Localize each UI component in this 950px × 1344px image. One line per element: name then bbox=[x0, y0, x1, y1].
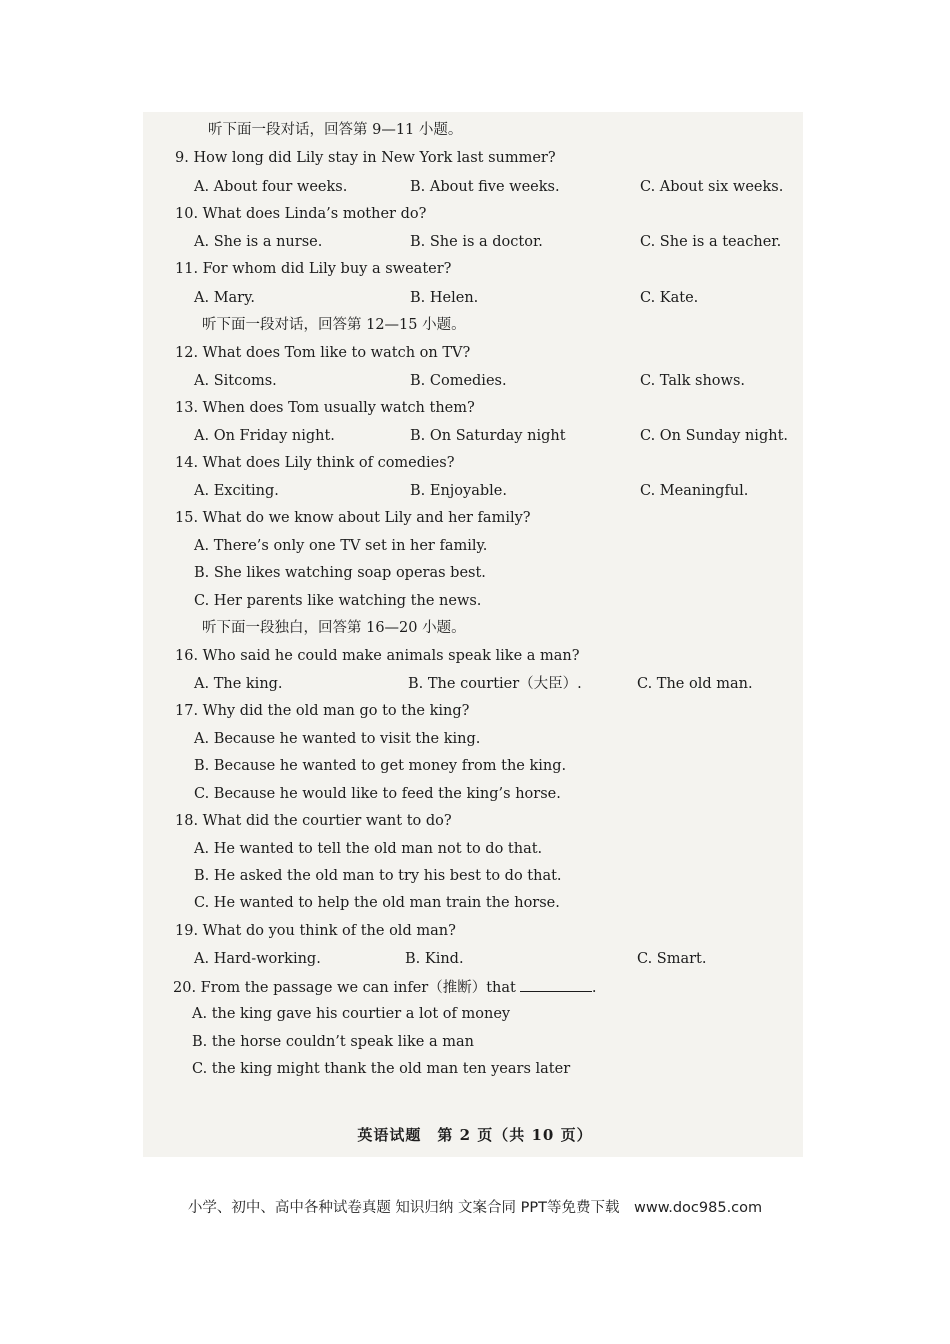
download-watermark: 小学、初中、高中各种试卷真题 知识归纳 文案合同 PPT等免费下载 www.doc985.com bbox=[187, 1200, 763, 1216]
answer-blank bbox=[520, 977, 592, 992]
question-11: 11. For whom did Lily buy a sweater? bbox=[175, 261, 452, 277]
question-19: 19. What do you think of the old man? bbox=[175, 923, 456, 939]
q20-option-b: B. the horse couldn’t speak like a man bbox=[192, 1034, 474, 1050]
q14-option-b: B. Enjoyable. bbox=[410, 483, 507, 499]
q16-option-b: B. The courtier（大臣）. bbox=[408, 676, 582, 692]
q11-option-a: A. Mary. bbox=[194, 290, 255, 306]
q9-option-c: C. About six weeks. bbox=[640, 179, 784, 195]
question-20-stem: 20. From the passage we can infer（推断）that bbox=[173, 980, 516, 996]
q11-option-b: B. Helen. bbox=[410, 290, 479, 306]
question-15: 15. What do we know about Lily and her family? bbox=[175, 510, 531, 526]
q18-option-c: C. He wanted to help the old man train the horse. bbox=[194, 895, 560, 911]
question-16: 16. Who said he could make animals speak like a man? bbox=[175, 648, 580, 664]
q9-option-b: B. About five weeks. bbox=[410, 179, 560, 195]
question-9: 9. How long did Lily stay in New York last summer? bbox=[175, 150, 556, 166]
question-20 bbox=[173, 977, 596, 997]
q10-option-a: A. She is a nurse. bbox=[194, 234, 323, 250]
question-14: 14. What does Lily think of comedies? bbox=[175, 455, 455, 471]
q18-option-a: A. He wanted to tell the old man not to do that. bbox=[194, 841, 543, 857]
q15-option-b: B. She likes watching soap operas best. bbox=[194, 565, 486, 581]
question-13: 13. When does Tom usually watch them? bbox=[175, 400, 475, 416]
question-12: 12. What does Tom like to watch on TV? bbox=[175, 345, 471, 361]
q16-option-a: A. The king. bbox=[194, 676, 283, 692]
question-18: 18. What did the courtier want to do? bbox=[175, 813, 452, 829]
section-instruction-9-11: 听下面一段对话，回答第 9—11 小题。 bbox=[208, 122, 463, 138]
q14-option-a: A. Exciting. bbox=[194, 483, 279, 499]
q12-option-b: B. Comedies. bbox=[410, 373, 507, 389]
q10-option-b: B. She is a doctor. bbox=[410, 234, 543, 250]
q13-option-a: A. On Friday night. bbox=[194, 428, 335, 444]
q18-option-b: B. He asked the old man to try his best to do that. bbox=[194, 868, 562, 884]
q19-option-c: C. Smart. bbox=[637, 951, 707, 967]
q9-option-a: A. About four weeks. bbox=[194, 179, 348, 195]
q15-option-c: C. Her parents like watching the news. bbox=[194, 593, 482, 609]
q20-option-c: C. the king might thank the old man ten years later bbox=[192, 1061, 571, 1077]
q14-option-c: C. Meaningful. bbox=[640, 483, 749, 499]
q15-option-a: A. There’s only one TV set in her family. bbox=[194, 538, 488, 554]
q17-option-a: A. Because he wanted to visit the king. bbox=[194, 731, 481, 747]
q10-option-c: C. She is a teacher. bbox=[640, 234, 782, 250]
question-20-stem-end: . bbox=[591, 980, 597, 996]
question-10: 10. What does Linda’s mother do? bbox=[175, 206, 427, 222]
q13-option-c: C. On Sunday night. bbox=[640, 428, 789, 444]
q16-option-c: C. The old man. bbox=[637, 676, 753, 692]
question-17: 17. Why did the old man go to the king? bbox=[175, 703, 470, 719]
q20-option-a: A. the king gave his courtier a lot of money bbox=[192, 1006, 511, 1022]
q17-option-c: C. Because he would like to feed the king’s horse. bbox=[194, 786, 561, 802]
q12-option-a: A. Sitcoms. bbox=[194, 373, 277, 389]
section-instruction-12-15: 听下面一段对话，回答第 12—15 小题。 bbox=[202, 317, 466, 333]
q11-option-c: C. Kate. bbox=[640, 290, 699, 306]
page-footer: 英语试题 第 2 页（共 10 页） bbox=[357, 1126, 593, 1144]
q19-option-a: A. Hard-working. bbox=[194, 951, 321, 967]
q12-option-c: C. Talk shows. bbox=[640, 373, 745, 389]
q13-option-b: B. On Saturday night bbox=[410, 428, 566, 444]
q17-option-b: B. Because he wanted to get money from the king. bbox=[194, 758, 567, 774]
section-instruction-16-20: 听下面一段独白，回答第 16—20 小题。 bbox=[202, 620, 466, 636]
q19-option-b: B. Kind. bbox=[405, 951, 464, 967]
